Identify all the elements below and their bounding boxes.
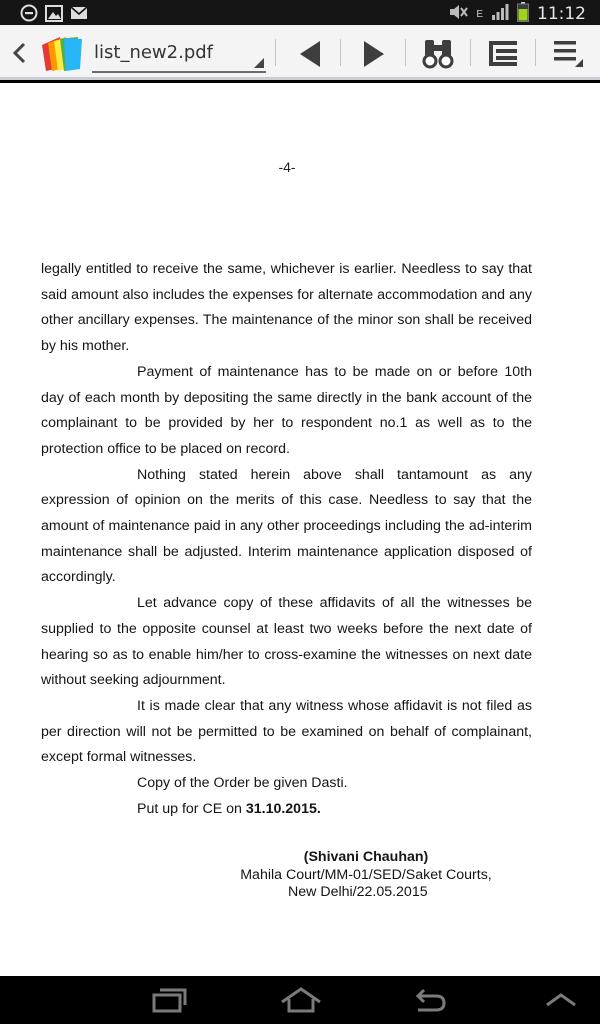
status-bar xyxy=(0,0,600,25)
divider xyxy=(470,39,471,66)
signature-block xyxy=(236,849,496,902)
page-number: -4- xyxy=(278,159,296,175)
divider xyxy=(340,39,341,66)
network-type: E xyxy=(476,8,483,20)
paragraph: Nothing stated herein above shall tantamount as any expression of opinion on the merits of this case. Needless to say that the amount of maintenance paid in any other proceedings including the ad-interim maintenance shall be adjusted. Interim maintenance application disposed of accordingly. xyxy=(41,466,532,586)
recent-apps-icon[interactable] xyxy=(152,986,188,1019)
mute-icon xyxy=(448,4,468,25)
paragraph: Let advance copy of these affidavits of all the witnesses be supplied to the opposite counsel at least two weeks before the next date of hearing so as to enable him/her to cross-examine the witnesses on next date without seeking adjournment. xyxy=(41,595,532,689)
paragraph: It is made clear that any witness whose affidavit is not filed as per direction will not be permitted to be examined on behalf of complainant, except formal witnesses. xyxy=(41,697,532,766)
signal-icon xyxy=(491,3,509,26)
back-nav-icon[interactable] xyxy=(412,986,448,1019)
stop-icon xyxy=(20,4,38,27)
navigation-bar xyxy=(0,976,600,1024)
file-name-dropdown[interactable] xyxy=(92,35,266,73)
clock: 11:12 xyxy=(537,4,586,24)
chevron-up-icon[interactable] xyxy=(545,992,577,1013)
previous-page-icon[interactable] xyxy=(298,40,322,73)
document-body xyxy=(41,257,532,822)
menu-icon[interactable] xyxy=(553,39,585,74)
mail-icon xyxy=(70,6,88,25)
court-name: Mahila Court/MM-01/SED/Saket Courts, xyxy=(240,866,492,883)
divider xyxy=(275,39,276,66)
back-icon[interactable] xyxy=(10,41,28,70)
signatory-name: (Shivani Chauhan) xyxy=(303,849,429,865)
dropdown-arrow-icon xyxy=(254,58,264,68)
paragraph: Payment of maintenance has to be made on or before 10th day of each month by depositing the same directly in the bank account of the complainant to be provided by her to respondent no.1 as well as to the protection office to be placed on record. xyxy=(41,363,532,457)
next-page-icon[interactable] xyxy=(362,40,386,73)
home-icon[interactable] xyxy=(280,986,322,1019)
paragraph: Copy of the Order be given Dasti. xyxy=(137,775,348,792)
ce-prefix: Put up for CE on xyxy=(137,800,246,817)
find-icon[interactable] xyxy=(422,39,454,74)
ce-date: 31.10.2015. xyxy=(245,800,321,817)
pdf-page[interactable] xyxy=(0,83,600,976)
paragraph: legally entitled to receive the same, whichever is earlier. Needless to say that said amount also includes the expenses for alternate accommodation and any other ancillary expenses. The maintenance of the minor son shall be received by his mother. xyxy=(41,261,532,355)
battery-icon xyxy=(517,2,529,27)
gallery-icon xyxy=(45,5,63,27)
place-date: New Delhi/22.05.2015 xyxy=(288,884,428,900)
ce-line xyxy=(41,797,532,823)
outline-icon[interactable] xyxy=(488,39,518,72)
app-logo-icon[interactable] xyxy=(38,33,86,78)
toolbar xyxy=(0,25,600,80)
divider xyxy=(405,39,406,66)
file-name: list_new2.pdf xyxy=(94,42,214,63)
divider xyxy=(535,39,536,66)
